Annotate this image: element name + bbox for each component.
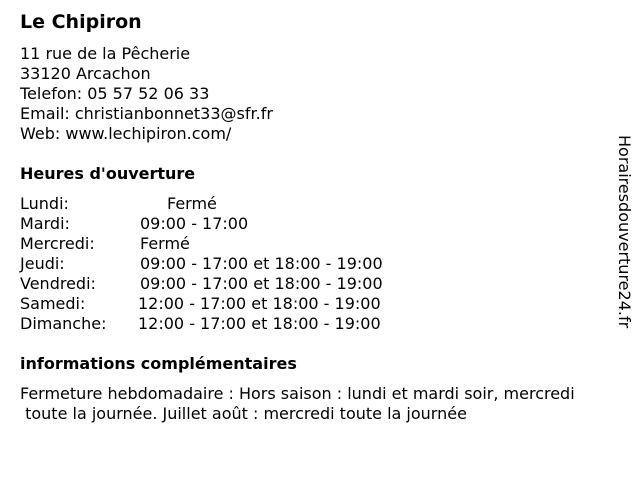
day-label: Mercredi: [20, 234, 95, 253]
day-label: Samedi: [20, 294, 86, 313]
day-hours: Fermé [140, 234, 190, 253]
email-address: Email: christianbonnet33@sfr.fr [20, 104, 273, 123]
day-label: Dimanche: [20, 314, 107, 333]
day-hours: 12:00 - 17:00 et 18:00 - 19:00 [138, 294, 381, 313]
hours-heading: Heures d'ouverture [20, 164, 196, 183]
day-label: Jeudi: [20, 254, 65, 273]
phone-number: Telefon: 05 57 52 06 33 [20, 84, 210, 103]
website: Web: www.lechipiron.com/ [20, 124, 232, 143]
site-watermark: Horairesdouverture24.fr [615, 135, 634, 329]
day-hours: 12:00 - 17:00 et 18:00 - 19:00 [138, 314, 381, 333]
day-label: Mardi: [20, 214, 70, 233]
day-hours: 09:00 - 17:00 [140, 214, 249, 233]
day-hours: 09:00 - 17:00 et 18:00 - 19:00 [140, 274, 383, 293]
extra-info-heading: informations complémentaires [20, 354, 297, 373]
day-label: Lundi: [20, 194, 69, 213]
address-city: 33120 Arcachon [20, 64, 151, 83]
address-street: 11 rue de la Pêcherie [20, 44, 191, 63]
business-name: Le Chipiron [20, 11, 142, 33]
day-label: Vendredi: [20, 274, 96, 293]
extra-info-text: Fermeture hebdomadaire : Hors saison : lundi et mardi soir, mercredi toute la journée. Juillet août : mercredi toute la journée [20, 384, 575, 423]
business-contact [20, 44, 273, 144]
day-hours: Fermé [167, 194, 217, 213]
day-hours: 09:00 - 17:00 et 18:00 - 19:00 [140, 254, 383, 273]
